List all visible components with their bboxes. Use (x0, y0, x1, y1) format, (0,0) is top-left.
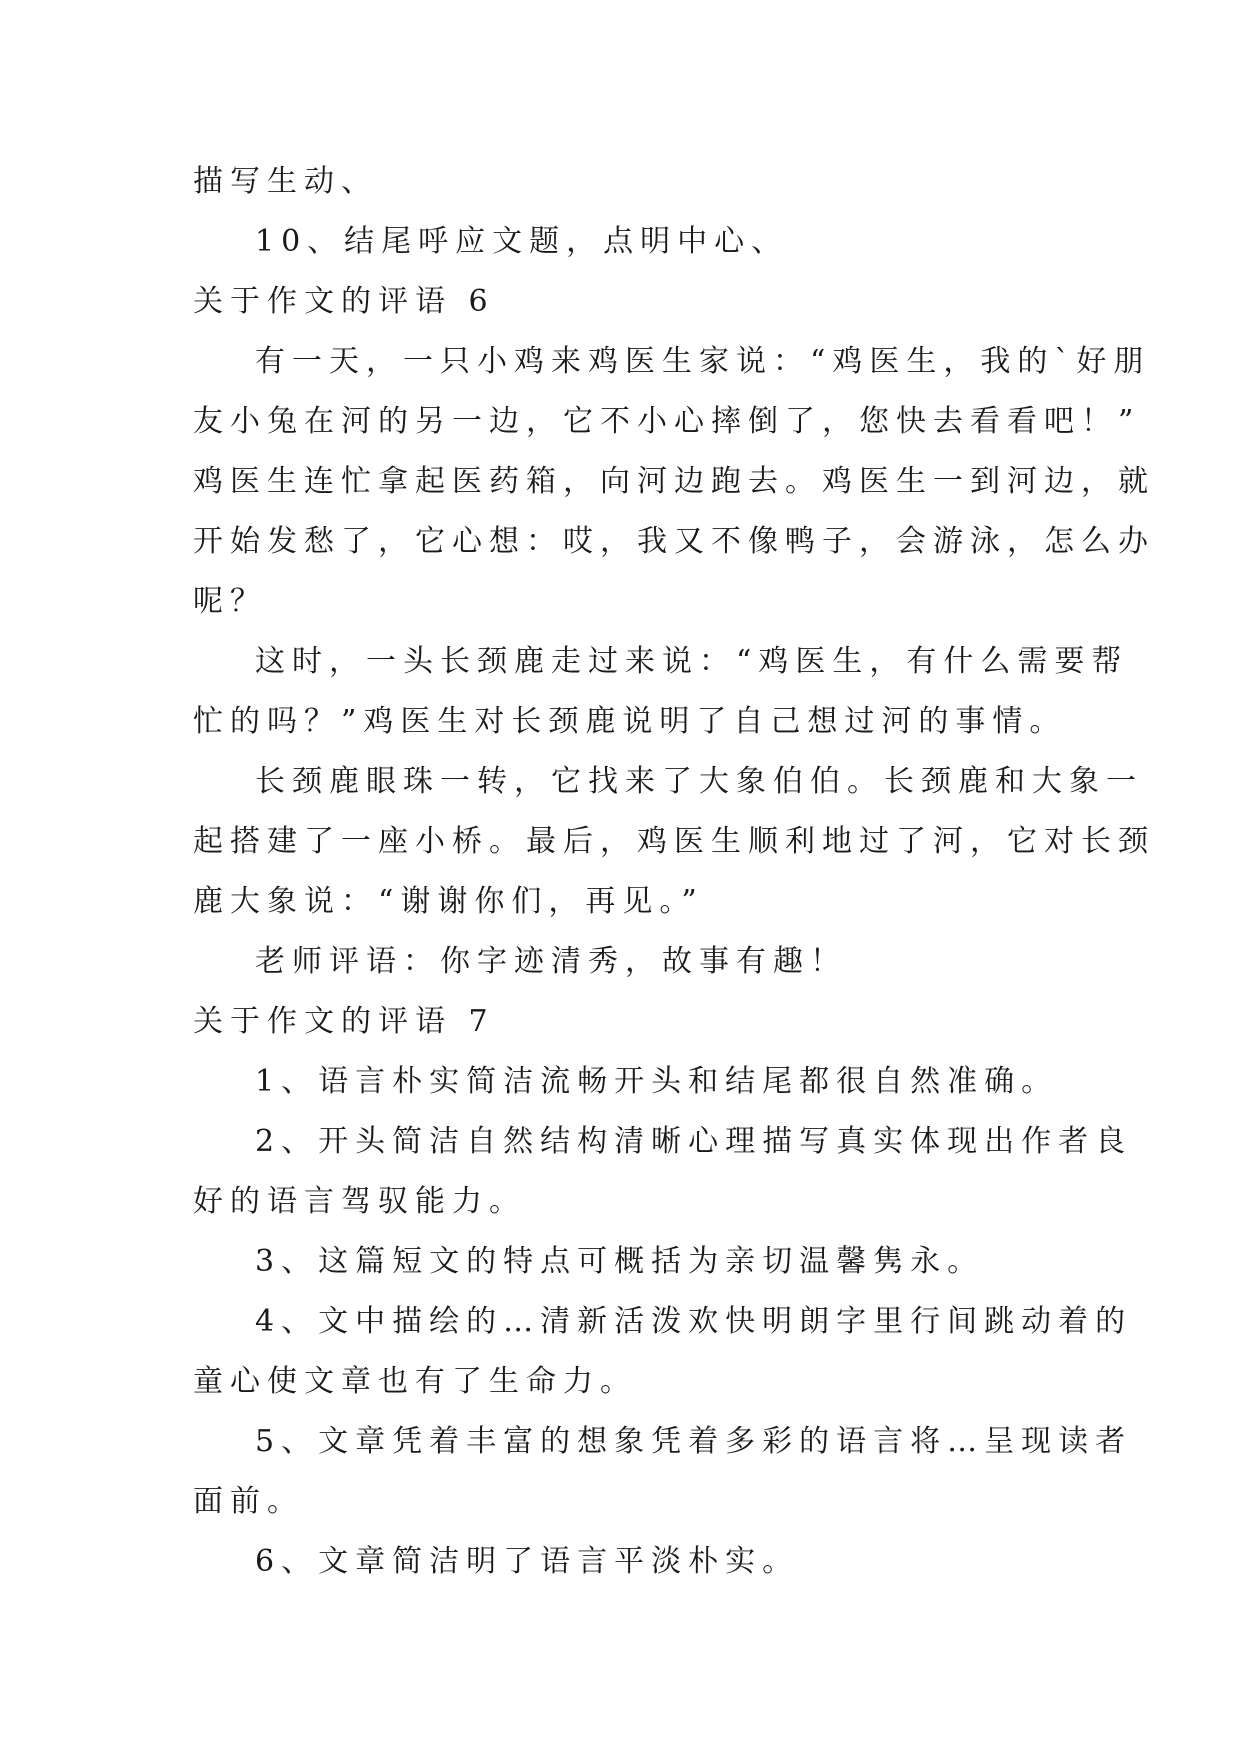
section-heading: 关于作文的评语 7 (193, 1004, 495, 1039)
text-line: 10、结尾呼应文题，点明中心、 (255, 224, 789, 259)
text-line: 友小兔在河的另一边，它不小心摔倒了，您快去看看吧！” (193, 404, 1141, 439)
text-line: 童心使文章也有了生命力。 (193, 1364, 637, 1399)
text-line: 起搭建了一座小桥。最后，鸡医生顺利地过了河，它对长颈 (193, 824, 1155, 859)
text-line: 描写生动、 (193, 164, 378, 199)
text-line: 4、文中描绘的…清新活泼欢快明朗字里行间跳动着的 (255, 1304, 1133, 1339)
text-line: 老师评语：你字迹清秀，故事有趣！ (255, 944, 847, 979)
text-line: 长颈鹿眼珠一转，它找来了大象伯伯。长颈鹿和大象一 (255, 764, 1143, 799)
text-line: 3、这篇短文的特点可概括为亲切温馨隽永。 (255, 1244, 985, 1279)
text-line: 2、开头简洁自然结构清晰心理描写真实体现出作者良 (255, 1124, 1133, 1159)
text-line: 开始发愁了，它心想：哎，我又不像鸭子，会游泳，怎么办 (193, 524, 1155, 559)
section-heading: 关于作文的评语 6 (193, 284, 495, 319)
text-line: 5、文章凭着丰富的想象凭着多彩的语言将…呈现读者 (255, 1424, 1133, 1459)
text-line: 呢？ (193, 584, 267, 619)
text-line: 6、文章简洁明了语言平淡朴实。 (255, 1544, 800, 1579)
text-line: 忙的吗？”鸡医生对长颈鹿说明了自己想过河的事情。 (193, 704, 1067, 739)
text-line: 鹿大象说：“谢谢你们，再见。” (193, 884, 704, 919)
document-page (193, 152, 1155, 1592)
text-line: 1、语言朴实简洁流畅开头和结尾都很自然准确。 (255, 1064, 1059, 1099)
text-line: 鸡医生连忙拿起医药箱，向河边跑去。鸡医生一到河边，就 (193, 464, 1155, 499)
text-line: 面前。 (193, 1484, 304, 1519)
text-line: 这时，一头长颈鹿走过来说：“鸡医生，有什么需要帮 (255, 644, 1129, 679)
text-line: 好的语言驾驭能力。 (193, 1184, 526, 1219)
text-line: 有一天，一只小鸡来鸡医生家说：“鸡医生，我的`好朋 (255, 344, 1151, 379)
